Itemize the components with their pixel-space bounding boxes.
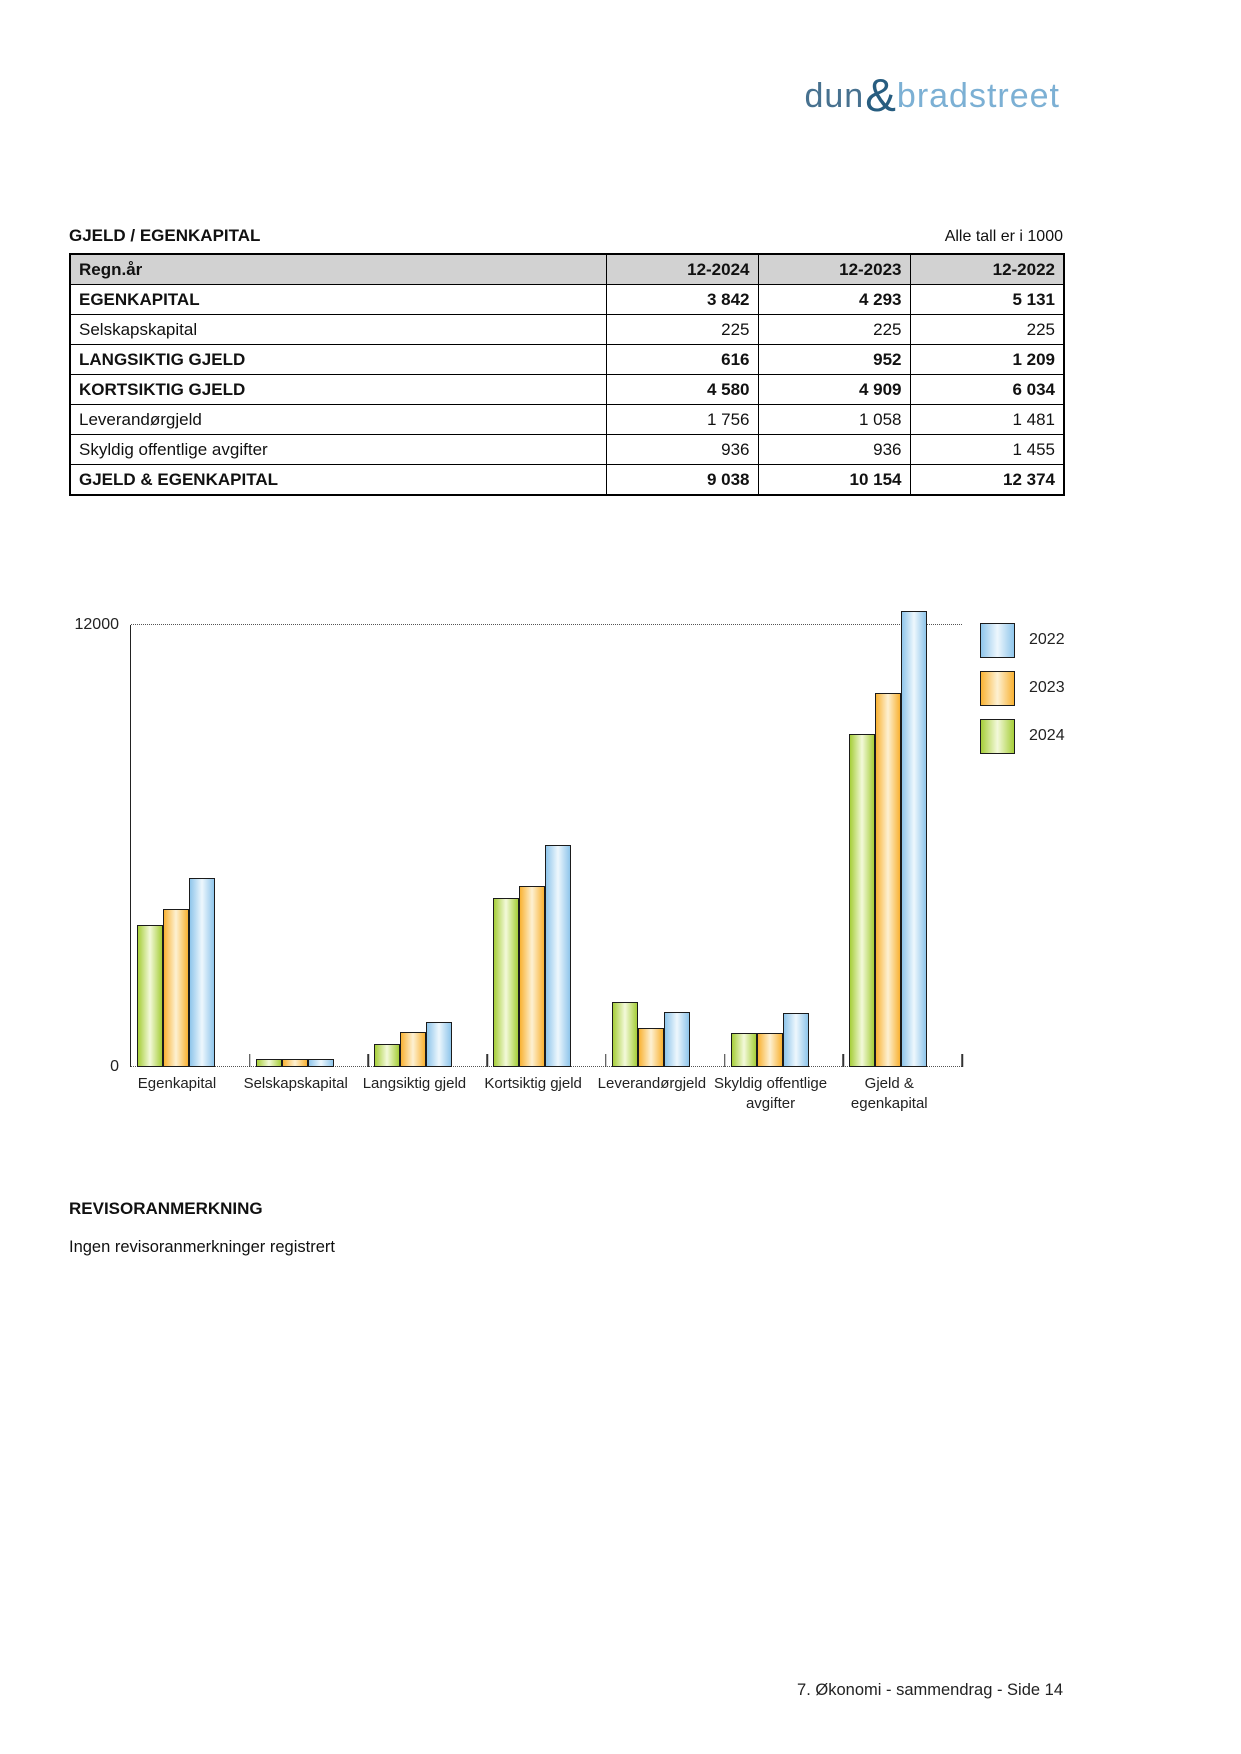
- chart-plot: [131, 605, 962, 1112]
- table-row: [70, 405, 1064, 435]
- cell-value: 225: [758, 315, 910, 345]
- dun-bradstreet-logo: [804, 69, 1060, 121]
- table-row: [70, 315, 1064, 345]
- category-slot: [843, 605, 962, 1112]
- cell-value: 1 756: [606, 405, 758, 435]
- legend-swatch-2022: [980, 623, 1015, 658]
- category-label: Leverandørgjeld: [597, 1075, 707, 1092]
- bar-2022: [901, 611, 927, 1067]
- bar-group: [612, 1002, 690, 1067]
- cell-value: 6 034: [910, 375, 1064, 405]
- category-label: Gjeld & egenkapital: [850, 1075, 928, 1112]
- category-slot: [243, 605, 369, 1092]
- chart-legend: [980, 622, 1065, 766]
- y-axis-tick-label-zero: 0: [110, 1058, 119, 1075]
- logo-text-dun: dun: [804, 77, 865, 115]
- header-cell: Regn.år: [70, 254, 606, 285]
- bar-2022: [545, 845, 571, 1067]
- cell-value: 4 580: [606, 375, 758, 405]
- bar-2023: [163, 909, 189, 1067]
- category-slot: [597, 605, 725, 1092]
- bar-2024: [374, 1044, 400, 1067]
- units-note: Alle tall er i 1000: [944, 228, 1063, 245]
- cell-value: 3 842: [606, 285, 758, 315]
- cell-value: 9 038: [606, 465, 758, 496]
- table-row: [70, 435, 1064, 465]
- category-slot: [131, 605, 250, 1092]
- table-header-row: [70, 254, 1064, 285]
- legend-swatch-2023: [980, 671, 1015, 706]
- category-slot: [362, 605, 487, 1092]
- bar-2023: [400, 1032, 426, 1067]
- legend-item: [980, 718, 1065, 754]
- table-row: [70, 345, 1064, 375]
- row-label: Selskapskapital: [70, 315, 606, 345]
- header-cell: 12-2023: [758, 254, 910, 285]
- cell-value: 225: [606, 315, 758, 345]
- auditor-remark-body: Ingen revisoranmerkninger registrert: [69, 1238, 335, 1256]
- bar-2023: [638, 1028, 664, 1067]
- legend-item: [980, 670, 1065, 706]
- cell-value: 1 209: [910, 345, 1064, 375]
- legend-label: 2023: [1029, 679, 1065, 696]
- bar-2022: [308, 1059, 334, 1067]
- debt-equity-bar-chart: [69, 540, 1063, 1125]
- cell-value: 5 131: [910, 285, 1064, 315]
- cell-value: 225: [910, 315, 1064, 345]
- legend-swatch-2024: [980, 719, 1015, 754]
- bar-2023: [519, 886, 545, 1067]
- bar-group: [256, 1059, 334, 1067]
- category-label: Egenkapital: [137, 1075, 217, 1092]
- bar-2024: [612, 1002, 638, 1067]
- bar-group: [849, 611, 927, 1067]
- section-title: GJELD / EGENKAPITAL: [69, 226, 261, 245]
- bar-2022: [426, 1022, 452, 1067]
- legend-label: 2024: [1029, 727, 1065, 744]
- row-label: GJELD & EGENKAPITAL: [70, 465, 606, 496]
- bar-2024: [256, 1059, 282, 1067]
- header-cell: 12-2024: [606, 254, 758, 285]
- cell-value: 1 058: [758, 405, 910, 435]
- cell-value: 10 154: [758, 465, 910, 496]
- row-label: EGENKAPITAL: [70, 285, 606, 315]
- cell-value: 12 374: [910, 465, 1064, 496]
- table-row: [70, 375, 1064, 405]
- category-slot: [484, 605, 606, 1092]
- row-label: KORTSIKTIG GJELD: [70, 375, 606, 405]
- row-label: LANGSIKTIG GJELD: [70, 345, 606, 375]
- financial-table: [69, 253, 1065, 496]
- category-label: Selskapskapital: [243, 1075, 348, 1092]
- bar-group: [137, 878, 215, 1067]
- category-slot: [713, 605, 844, 1112]
- category-label: Skyldig offentlige avgifter: [713, 1075, 828, 1112]
- table-body: [70, 285, 1064, 496]
- legend-label: 2022: [1029, 631, 1065, 648]
- logo-ampersand-icon: &: [865, 69, 896, 121]
- bar-2022: [664, 1012, 690, 1067]
- bar-2024: [137, 925, 163, 1067]
- axis-tick: [961, 1054, 963, 1067]
- row-label: Skyldig offentlige avgifter: [70, 435, 606, 465]
- cell-value: 936: [606, 435, 758, 465]
- logo-text-bradstreet: bradstreet: [896, 77, 1060, 115]
- bar-2023: [757, 1033, 783, 1067]
- cell-value: 1 481: [910, 405, 1064, 435]
- header-cell: 12-2022: [910, 254, 1064, 285]
- bar-2024: [731, 1033, 757, 1067]
- bar-2023: [282, 1059, 308, 1067]
- cell-value: 4 293: [758, 285, 910, 315]
- bar-group: [374, 1022, 452, 1067]
- bar-2022: [189, 878, 215, 1067]
- cell-value: 952: [758, 345, 910, 375]
- legend-item: [980, 622, 1065, 658]
- category-label: Langsiktig gjeld: [362, 1075, 467, 1092]
- y-axis-tick-label-max: 12000: [74, 616, 119, 633]
- bar-2024: [849, 734, 875, 1067]
- cell-value: 616: [606, 345, 758, 375]
- cell-value: 936: [758, 435, 910, 465]
- bar-2023: [875, 693, 901, 1067]
- auditor-remark-heading: REVISORANMERKNING: [69, 1199, 263, 1218]
- bar-2022: [783, 1013, 809, 1067]
- category-label: Kortsiktig gjeld: [484, 1075, 582, 1092]
- page-footer: 7. Økonomi - sammendrag - Side 14: [797, 1681, 1063, 1699]
- table-row: [70, 465, 1064, 496]
- cell-value: 4 909: [758, 375, 910, 405]
- table-row: [70, 285, 1064, 315]
- bar-group: [731, 1013, 809, 1067]
- row-label: Leverandørgjeld: [70, 405, 606, 435]
- bar-2024: [493, 898, 519, 1067]
- cell-value: 1 455: [910, 435, 1064, 465]
- bar-group: [493, 845, 571, 1067]
